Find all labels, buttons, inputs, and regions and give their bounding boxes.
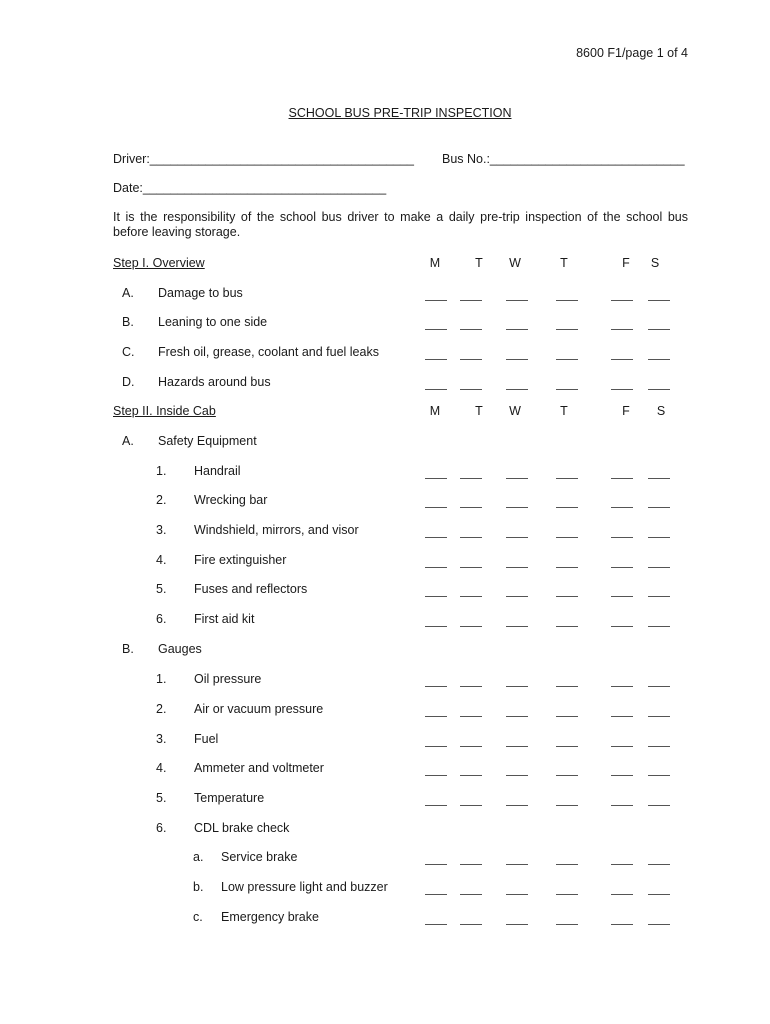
check-item-label: CDL brake check <box>194 821 290 835</box>
check-item-label: Fuses and reflectors <box>194 582 308 596</box>
check-item-label: Low pressure light and buzzer <box>221 880 388 894</box>
check-blank-3[interactable] <box>506 389 528 390</box>
check-blank-4[interactable] <box>556 746 578 747</box>
check-item-label: Fresh oil, grease, coolant and fuel leaks <box>158 345 379 359</box>
check-blank-5[interactable] <box>611 894 633 895</box>
check-blank-4[interactable] <box>556 478 578 479</box>
check-blank-3[interactable] <box>506 478 528 479</box>
check-blank-4[interactable] <box>556 537 578 538</box>
check-blank-5[interactable] <box>611 507 633 508</box>
check-blank-4[interactable] <box>556 329 578 330</box>
check-blank-2[interactable] <box>460 746 482 747</box>
check-blank-1[interactable] <box>425 716 447 717</box>
check-blank-4[interactable] <box>556 775 578 776</box>
date-field[interactable]: Date:___________________________________ <box>113 181 387 195</box>
check-item-label: Handrail <box>194 464 241 478</box>
list-marker: 2. <box>156 702 167 716</box>
check-blank-4[interactable] <box>556 359 578 360</box>
check-blank-6[interactable] <box>648 775 670 776</box>
check-item-label: First aid kit <box>194 612 255 626</box>
check-blank-3[interactable] <box>506 359 528 360</box>
check-blank-5[interactable] <box>611 686 633 687</box>
section-marker: A. <box>122 434 134 448</box>
step-2-heading: Step II. Inside Cab <box>113 404 216 418</box>
check-blank-1[interactable] <box>425 359 447 360</box>
list-marker: 4. <box>156 553 167 567</box>
list-marker: c. <box>193 910 203 924</box>
check-item-label: Damage to bus <box>158 286 243 300</box>
check-blank-4[interactable] <box>556 924 578 925</box>
check-blank-2[interactable] <box>460 596 482 597</box>
list-marker: 2. <box>156 493 167 507</box>
check-blank-2[interactable] <box>460 626 482 627</box>
check-blank-5[interactable] <box>611 626 633 627</box>
list-marker: 3. <box>156 732 167 746</box>
check-item-label: Windshield, mirrors, and visor <box>194 523 359 537</box>
check-blank-5[interactable] <box>611 746 633 747</box>
day-header-tuesday: T <box>475 256 483 270</box>
day-header-saturday: S <box>656 404 666 418</box>
check-blank-6[interactable] <box>648 389 670 390</box>
list-marker: 1. <box>156 672 167 686</box>
check-blank-5[interactable] <box>611 300 633 301</box>
check-blank-6[interactable] <box>648 537 670 538</box>
check-blank-6[interactable] <box>648 716 670 717</box>
check-blank-3[interactable] <box>506 507 528 508</box>
check-blank-1[interactable] <box>425 864 447 865</box>
list-marker: B. <box>122 315 134 329</box>
list-marker: 1. <box>156 464 167 478</box>
check-blank-1[interactable] <box>425 567 447 568</box>
day-header-friday: F <box>622 404 630 418</box>
check-blank-2[interactable] <box>460 359 482 360</box>
page-reference: 8600 F1/page 1 of 4 <box>576 46 688 60</box>
check-blank-3[interactable] <box>506 596 528 597</box>
check-blank-4[interactable] <box>556 894 578 895</box>
check-blank-3[interactable] <box>506 716 528 717</box>
check-blank-4[interactable] <box>556 567 578 568</box>
check-blank-2[interactable] <box>460 686 482 687</box>
check-blank-6[interactable] <box>648 567 670 568</box>
step-1-heading: Step I. Overview <box>113 256 205 270</box>
check-blank-1[interactable] <box>425 924 447 925</box>
check-item-label: Service brake <box>221 850 298 864</box>
check-blank-1[interactable] <box>425 626 447 627</box>
check-blank-3[interactable] <box>506 686 528 687</box>
check-blank-3[interactable] <box>506 805 528 806</box>
day-header-tuesday: T <box>475 404 483 418</box>
check-blank-5[interactable] <box>611 478 633 479</box>
check-blank-5[interactable] <box>611 537 633 538</box>
check-blank-4[interactable] <box>556 626 578 627</box>
list-marker: 6. <box>156 612 167 626</box>
check-blank-4[interactable] <box>556 864 578 865</box>
check-blank-2[interactable] <box>460 389 482 390</box>
check-blank-6[interactable] <box>648 300 670 301</box>
check-item-label: Wrecking bar <box>194 493 268 507</box>
check-blank-6[interactable] <box>648 805 670 806</box>
check-blank-3[interactable] <box>506 864 528 865</box>
check-blank-2[interactable] <box>460 537 482 538</box>
list-marker: 3. <box>156 523 167 537</box>
day-header-monday: M <box>429 404 441 418</box>
check-blank-4[interactable] <box>556 596 578 597</box>
check-blank-5[interactable] <box>611 716 633 717</box>
check-item-label: Ammeter and voltmeter <box>194 761 324 775</box>
check-blank-1[interactable] <box>425 507 447 508</box>
list-marker: D. <box>122 375 135 389</box>
check-blank-1[interactable] <box>425 329 447 330</box>
check-blank-4[interactable] <box>556 507 578 508</box>
check-blank-3[interactable] <box>506 626 528 627</box>
check-item-label: Fire extinguisher <box>194 553 287 567</box>
section-label: Gauges <box>158 642 202 656</box>
section-marker: B. <box>122 642 134 656</box>
check-blank-3[interactable] <box>506 567 528 568</box>
list-marker: 5. <box>156 791 167 805</box>
check-blank-5[interactable] <box>611 596 633 597</box>
list-marker: A. <box>122 286 134 300</box>
check-blank-6[interactable] <box>648 746 670 747</box>
check-blank-1[interactable] <box>425 746 447 747</box>
check-blank-5[interactable] <box>611 389 633 390</box>
check-blank-2[interactable] <box>460 329 482 330</box>
check-blank-3[interactable] <box>506 746 528 747</box>
list-marker: 5. <box>156 582 167 596</box>
check-blank-4[interactable] <box>556 300 578 301</box>
check-blank-5[interactable] <box>611 567 633 568</box>
bus-number-field[interactable]: Bus No.:____________________________ <box>442 152 685 166</box>
check-blank-2[interactable] <box>460 507 482 508</box>
day-header-saturday: S <box>650 256 660 270</box>
check-blank-1[interactable] <box>425 596 447 597</box>
list-marker: C. <box>122 345 135 359</box>
check-blank-5[interactable] <box>611 359 633 360</box>
check-blank-1[interactable] <box>425 478 447 479</box>
check-blank-6[interactable] <box>648 626 670 627</box>
check-blank-5[interactable] <box>611 775 633 776</box>
day-header-thursday: T <box>560 256 568 270</box>
check-blank-2[interactable] <box>460 478 482 479</box>
check-blank-6[interactable] <box>648 359 670 360</box>
day-header-wednesday: W <box>509 256 521 270</box>
list-marker: 4. <box>156 761 167 775</box>
check-blank-1[interactable] <box>425 537 447 538</box>
check-blank-6[interactable] <box>648 924 670 925</box>
check-blank-6[interactable] <box>648 894 670 895</box>
check-blank-4[interactable] <box>556 716 578 717</box>
check-item-label: Hazards around bus <box>158 375 271 389</box>
check-blank-3[interactable] <box>506 537 528 538</box>
check-blank-6[interactable] <box>648 329 670 330</box>
check-blank-2[interactable] <box>460 864 482 865</box>
section-label: Safety Equipment <box>158 434 257 448</box>
intro-paragraph: It is the responsibility of the school bus driver to make a daily pre-trip inspection of the school bus before leaving storage. <box>113 210 688 239</box>
check-item-label: Oil pressure <box>194 672 262 686</box>
check-blank-1[interactable] <box>425 775 447 776</box>
check-blank-1[interactable] <box>425 300 447 301</box>
list-marker: a. <box>193 850 204 864</box>
check-blank-6[interactable] <box>648 686 670 687</box>
check-blank-2[interactable] <box>460 805 482 806</box>
check-blank-2[interactable] <box>460 775 482 776</box>
check-blank-2[interactable] <box>460 567 482 568</box>
check-blank-1[interactable] <box>425 805 447 806</box>
check-blank-5[interactable] <box>611 329 633 330</box>
list-marker: b. <box>193 880 204 894</box>
check-blank-6[interactable] <box>648 507 670 508</box>
check-blank-5[interactable] <box>611 864 633 865</box>
check-blank-4[interactable] <box>556 805 578 806</box>
check-blank-2[interactable] <box>460 894 482 895</box>
check-item-label: Leaning to one side <box>158 315 268 329</box>
check-blank-5[interactable] <box>611 805 633 806</box>
check-blank-5[interactable] <box>611 924 633 925</box>
check-blank-3[interactable] <box>506 329 528 330</box>
check-blank-4[interactable] <box>556 686 578 687</box>
check-blank-6[interactable] <box>648 596 670 597</box>
check-item-label: Temperature <box>194 791 265 805</box>
check-item-label: Fuel <box>194 732 219 746</box>
check-blank-3[interactable] <box>506 775 528 776</box>
driver-field[interactable]: Driver:______________________________________ <box>113 152 414 166</box>
list-marker: 6. <box>156 821 167 835</box>
check-item-label: Emergency brake <box>221 910 319 924</box>
check-blank-3[interactable] <box>506 924 528 925</box>
check-blank-1[interactable] <box>425 389 447 390</box>
check-item-label: Air or vacuum pressure <box>194 702 324 716</box>
check-blank-2[interactable] <box>460 716 482 717</box>
check-blank-2[interactable] <box>460 924 482 925</box>
check-blank-6[interactable] <box>648 864 670 865</box>
day-header-monday: M <box>429 256 441 270</box>
check-blank-1[interactable] <box>425 686 447 687</box>
day-header-thursday: T <box>560 404 568 418</box>
form-title: SCHOOL BUS PRE-TRIP INSPECTION <box>288 106 512 120</box>
day-header-friday: F <box>622 256 630 270</box>
check-blank-3[interactable] <box>506 894 528 895</box>
check-blank-2[interactable] <box>460 300 482 301</box>
check-blank-1[interactable] <box>425 894 447 895</box>
day-header-wednesday: W <box>509 404 521 418</box>
check-blank-6[interactable] <box>648 478 670 479</box>
check-blank-4[interactable] <box>556 389 578 390</box>
check-blank-3[interactable] <box>506 300 528 301</box>
